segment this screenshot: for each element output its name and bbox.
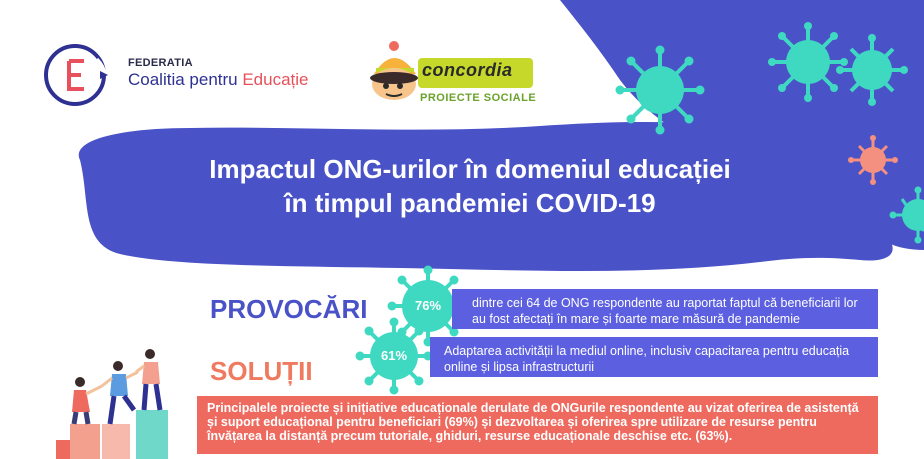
solutions-percent: 61% <box>380 348 408 363</box>
title-line-2: în timpul pandemiei COVID-19 <box>284 188 656 218</box>
virus-icon <box>616 46 705 135</box>
people-climbing-illustration <box>56 349 168 459</box>
federation-logo-icon <box>40 40 110 110</box>
federation-name <box>128 70 309 90</box>
summary-box: Principalele proiecte și inițiative educaționale derulate de ONGurile respondente au vizat oferirea de asistență și suport educațional pentru beneficiari (69%) și dezvoltarea și oferirea spre utilizare de resurse pentru învățarea la distanță precum tutoriale, ghiduri, resurse educaționale deschise etc. (63%). <box>197 396 878 454</box>
federation-name-part1: Coalitia pentru <box>128 70 243 89</box>
virus-icon <box>768 22 848 102</box>
title-line-1: Impactul ONG-urilor în domeniul educației <box>209 154 731 184</box>
challenges-percent: 76% <box>414 298 442 313</box>
page-title <box>140 152 800 220</box>
federation-label: FEDERATIA <box>128 57 193 69</box>
challenges-heading: PROVOCĂRI <box>210 294 368 324</box>
solutions-heading: SOLUȚII <box>210 356 313 386</box>
challenges-text: dintre cei 64 de ONG respondente au raportat faptul că beneficiarii lor au fost afectați în mare și foarte mare măsură de pandemie <box>452 289 878 329</box>
solutions-text: Adaptarea activității la mediul online, inclusiv capacitarea pentru educația online și lipsa infrastructurii <box>430 337 878 377</box>
federation-name-part2: Educație <box>242 70 309 89</box>
concordia-subtitle: PROIECTE SOCIALE <box>420 92 537 104</box>
concordia-name: concordia <box>422 60 513 80</box>
